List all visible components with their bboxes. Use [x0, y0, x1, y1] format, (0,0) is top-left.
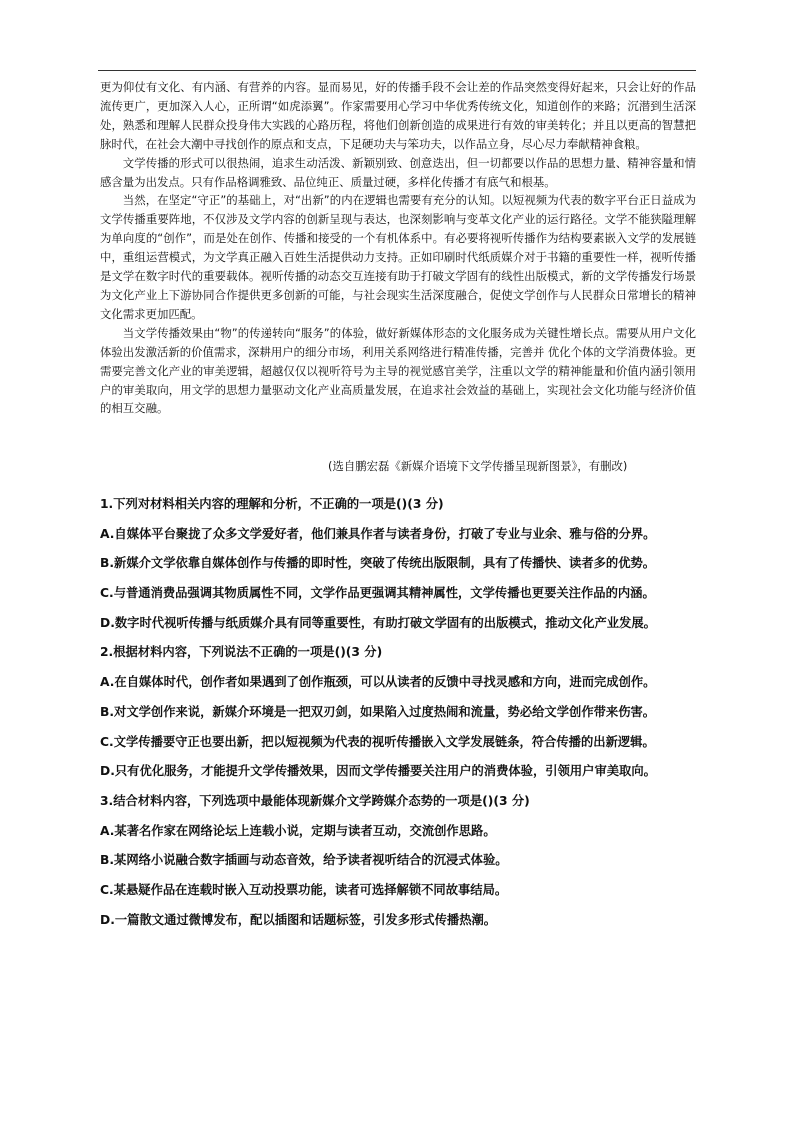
question-title: 1.下列对材料相关内容的理解和分析，不正确的一项是()(3 分)	[100, 497, 444, 511]
question-1	[100, 490, 700, 638]
question-list	[100, 490, 700, 935]
question-3	[100, 787, 700, 935]
option-d: D.只有优化服务，才能提升文学传播效果，因而文学传播要关注用户的消费体验，引领用户审美取向。	[100, 764, 656, 779]
option-a: A.在自媒体时代，创作者如果遇到了创作瓶颈，可以从读者的反馈中寻找灵感和方向，进而完成创作。	[100, 675, 656, 690]
question-2	[100, 638, 700, 786]
question-title: 2.根据材料内容，下列说法不正确的一项是()(3 分)	[100, 645, 383, 660]
question-title: 3.结合材料内容，下列选项中最能体现新媒介文学跨媒介态势的一项是()(3 分)	[100, 793, 530, 808]
option-a: A.自媒体平台聚拢了众多文学爱好者，他们兼具作者与读者身份，打破了专业与业余、雅与俗的分界。	[100, 526, 656, 541]
option-a: A.某著名作家在网络论坛上连载小说，定期与读者互动，交流创作思路。	[100, 823, 496, 838]
option-b: B.某网络小说融合数字插画与动态音效，给予读者视听结合的沉浸式体验。	[100, 853, 508, 868]
source-citation: (选自鹏宏磊《新媒介语境下文学传播呈现新图景》，有删改)	[328, 459, 628, 473]
option-b: B.对文学创作来说，新媒介环境是一把双刃剑，如果陷入过度热闹和流量，势必给文学创作带来伤害。	[100, 704, 656, 719]
header-rule	[98, 70, 696, 71]
passage-paragraph: 当文学传播效果由“物”的传递转向“服务”的体验，做好新媒体形态的文化服务成为关键性增长点。需要从用户文化体验出发激活新的价值需求，深耕用户的细分市场，利用关系网络进行精准传播，完善并 优化个体的文学消费体验。更需要完善文化产业的审美逻辑，超越仅仅以视听符号为主导的视觉感官美学，注重以文学的精神能量和价值内涵引领用户的审美取向，用文学的思想力量驱动文化产业高质量发展，在追求社会效益的基础上，实现社会文化功能与经济价值的相互交融。	[100, 325, 696, 416]
option-c: C.文学传播要守正也要出新，把以短视频为代表的视听传播嵌入文学发展链条，符合传播的出新逻辑。	[100, 734, 655, 749]
option-d: D.一篇散文通过微博发布，配以插图和话题标签，引发多形式传播热潮。	[100, 912, 497, 927]
option-c: C.与普通消费品强调其物质属性不同，文学作品更强调其精神属性，文学传播也更要关注作品的内涵。	[100, 586, 655, 601]
option-c: C.某悬疑作品在连载时嵌入互动投票功能，读者可选择解锁不同故事结局。	[100, 882, 508, 897]
passage-paragraph: 更为仰仗有文化、有内涵、有营养的内容。显而易见，好的传播手段不会让差的作品突然变得好起来，只会让好的作品流传更广，更加深入人心，正所谓“如虎添翼”。作家需要用心学习中华优秀传统文化，知道创作的来路；沉潜到生活深处，熟悉和理解人民群众投身伟大实践的心路历程，将他们创新创造的成果进行有效的审美转化；并且以更高的智慧把脉时代，在社会大潮中寻找创作的原点和支点，下足硬功夫与笨功夫，以作品立身，尽心尽力奉献精神食粮。	[100, 80, 696, 151]
passage-paragraph: 当然，在坚定“守正”的基础上，对“出新”的内在逻辑也需要有充分的认知。以短视频为代表的数字平台正日益成为文学传播重要阵地，不仅涉及文学内容的创新呈现与表达，也深刻影响与变革文化产业的运行路径。文学不能狭隘理解为单向度的“创作”，而是处在创作、传播和接受的一个有机体系中。有必要将视听传播作为结构要素嵌入文学的发展链中，重组运营模式，为文学真正融入百姓生活提供动力支持。正如印刷时代纸质媒介对于书籍的重要性一样，视听传播是文学在数字时代的重要载体。视听传播的动态交互连接有助于打破文学固有的线性出版模式，新的文学传播发行场景为文化产业上下游协同合作提供更多创新的可能，与社会现实生活深度融合，促使文学创作与人民群众日常增长的精神文化需求更加匹配。	[100, 193, 696, 321]
passage-paragraph: 文学传播的形式可以很热闹，追求生动活泼、新颖别致、创意迭出，但一切都要以作品的思想力量、精神容量和情感含量为出发点。只有作品格调雅致、品位纯正、质量过硬，多样化传播才有底气和根基。	[100, 155, 696, 189]
option-b: B.新媒介文学依靠自媒体创作与传播的即时性，突破了传统出版限制，具有了传播快、读者多的优势。	[100, 556, 656, 571]
option-d: D.数字时代视听传播与纸质媒介具有同等重要性，有助打破文学固有的出版模式，推动文化产业发展。	[100, 615, 656, 630]
reading-passage	[100, 78, 696, 418]
